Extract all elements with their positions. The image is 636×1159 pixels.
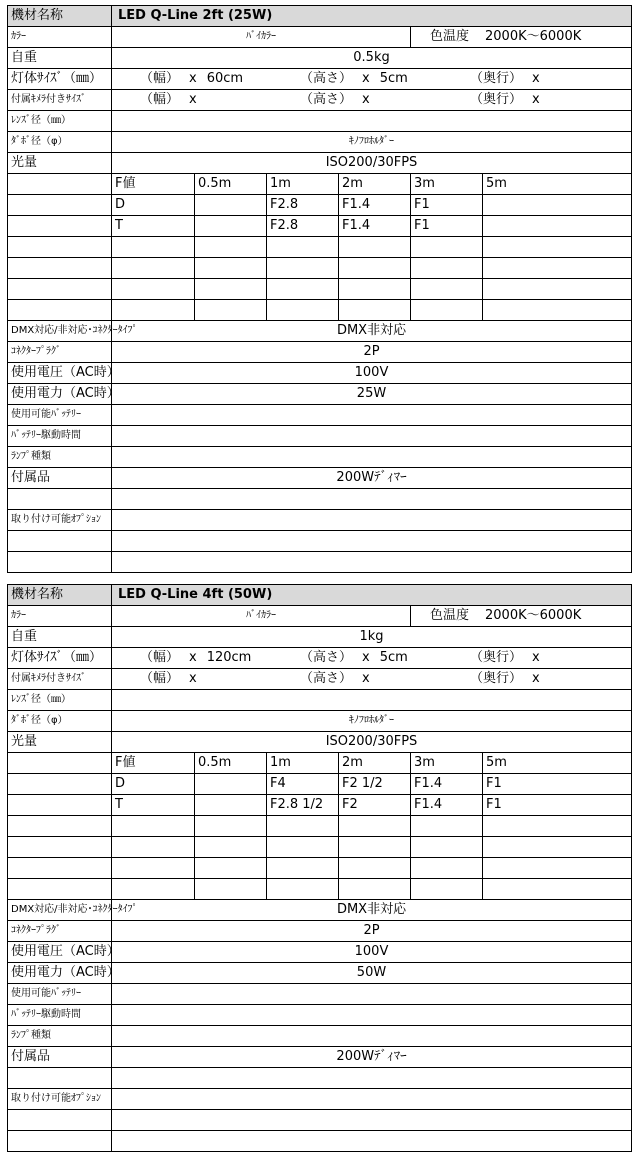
body-size-row bbox=[8, 648, 632, 669]
accessory-label: 付属品 bbox=[8, 1047, 112, 1068]
options-extra-row bbox=[8, 1131, 632, 1152]
fstop-cell: F1 bbox=[483, 795, 632, 816]
height-label: （高さ） bbox=[300, 92, 353, 107]
body-size-values bbox=[112, 648, 632, 669]
options-extra-row bbox=[8, 1110, 632, 1131]
options-value bbox=[112, 510, 632, 531]
blank-cell bbox=[112, 1131, 632, 1152]
fstop-cell bbox=[339, 816, 411, 837]
output-row bbox=[8, 153, 632, 174]
fstop-row bbox=[8, 300, 632, 321]
fstop-cell: F4 bbox=[267, 774, 339, 795]
fstop-cell: F2 bbox=[339, 795, 411, 816]
runtime-row bbox=[8, 1005, 632, 1026]
body-size-label: 灯体ｻｲｽﾞ（㎜） bbox=[8, 69, 112, 90]
times-sign: x bbox=[532, 671, 540, 686]
dowel-diameter-label: ﾀﾞﾎﾞ径（φ） bbox=[8, 711, 112, 732]
dowel-diameter-value: ｷﾉﾌﾛﾎﾙﾀﾞｰ bbox=[112, 132, 632, 153]
fstop-cell bbox=[411, 279, 483, 300]
color-temp-value: 2000K～6000K bbox=[485, 608, 582, 623]
color-value: ﾊﾞｲｶﾗｰ bbox=[112, 606, 411, 627]
fstop-spacer bbox=[8, 879, 112, 900]
weight-row bbox=[8, 627, 632, 648]
fstop-cell bbox=[112, 258, 195, 279]
body-size-values bbox=[112, 69, 632, 90]
depth-label: （奥行） bbox=[470, 671, 523, 686]
model-name: LED Q-Line 2ft (25W) bbox=[112, 6, 632, 27]
fstop-spacer bbox=[8, 216, 112, 237]
runtime-value bbox=[112, 1005, 632, 1026]
fstop-row bbox=[8, 879, 632, 900]
color-row bbox=[8, 606, 632, 627]
fstop-cell bbox=[195, 300, 267, 321]
options-extra-row bbox=[8, 552, 632, 573]
power-row bbox=[8, 384, 632, 405]
fstop-row bbox=[8, 795, 632, 816]
fstop-header-cell: 0.5m bbox=[195, 753, 267, 774]
times-sign: x bbox=[532, 650, 540, 665]
fstop-cell bbox=[267, 279, 339, 300]
fstop-cell bbox=[339, 258, 411, 279]
weight-label: 自重 bbox=[8, 48, 112, 69]
runtime-label: ﾊﾞｯﾃﾘｰ駆動時間 bbox=[8, 426, 112, 447]
fstop-cell bbox=[483, 195, 632, 216]
voltage-row bbox=[8, 942, 632, 963]
fstop-cell: F2.8 1/2 bbox=[267, 795, 339, 816]
fstop-cell: F1.4 bbox=[339, 195, 411, 216]
width-label: （幅） bbox=[140, 71, 180, 86]
fstop-spacer bbox=[8, 753, 112, 774]
color-temp-value: 2000K～6000K bbox=[485, 29, 582, 44]
battery-label: 使用可能ﾊﾞｯﾃﾘｰ bbox=[8, 405, 112, 426]
fstop-cell bbox=[483, 279, 632, 300]
lamp-row bbox=[8, 1026, 632, 1047]
fstop-cell: F2 1/2 bbox=[339, 774, 411, 795]
body-size-row bbox=[8, 69, 632, 90]
blank-cell bbox=[112, 1068, 632, 1089]
options-label: 取り付け可能ｵﾌﾟｼｮﾝ bbox=[8, 1089, 112, 1110]
accessory-value: 200Wﾃﾞｨﾏｰ bbox=[112, 468, 632, 489]
body-size-label: 灯体ｻｲｽﾞ（㎜） bbox=[8, 648, 112, 669]
fstop-cell bbox=[411, 300, 483, 321]
fstop-cell: F1.4 bbox=[339, 216, 411, 237]
fstop-cell bbox=[267, 816, 339, 837]
fstop-cell bbox=[411, 858, 483, 879]
options-extra-row bbox=[8, 531, 632, 552]
fstop-cell: F2.8 bbox=[267, 216, 339, 237]
camera-size-label: 付属ｷﾒﾗ付きｻｲｽﾞ bbox=[8, 90, 112, 111]
fstop-spacer bbox=[8, 795, 112, 816]
fstop-header-cell: 5m bbox=[483, 753, 632, 774]
height-label: （高さ） bbox=[300, 71, 353, 86]
output-row bbox=[8, 732, 632, 753]
height-value: 5cm bbox=[379, 71, 408, 86]
fstop-cell bbox=[339, 837, 411, 858]
fstop-cell bbox=[411, 816, 483, 837]
lens-diameter-label: ﾚﾝｽﾞ径（㎜） bbox=[8, 111, 112, 132]
voltage-value: 100V bbox=[112, 363, 632, 384]
title-row bbox=[8, 6, 632, 27]
fstop-row bbox=[8, 858, 632, 879]
plug-label: ｺﾈｸﾀｰﾌﾟﾗｸﾞ bbox=[8, 921, 112, 942]
dmx-value: DMX非対応 bbox=[112, 900, 632, 921]
fstop-cell bbox=[339, 858, 411, 879]
dowel-row bbox=[8, 711, 632, 732]
plug-row bbox=[8, 342, 632, 363]
fstop-row bbox=[8, 816, 632, 837]
fstop-cell bbox=[483, 816, 632, 837]
fstop-row bbox=[8, 216, 632, 237]
options-value bbox=[112, 1089, 632, 1110]
fstop-cell bbox=[339, 300, 411, 321]
times-sign: x bbox=[362, 671, 370, 686]
battery-row bbox=[8, 405, 632, 426]
power-row bbox=[8, 963, 632, 984]
fstop-cell bbox=[411, 237, 483, 258]
blank-cell bbox=[8, 489, 112, 510]
fstop-spacer bbox=[8, 174, 112, 195]
times-sign: x bbox=[362, 650, 370, 665]
fstop-spacer bbox=[8, 816, 112, 837]
fstop-cell bbox=[195, 279, 267, 300]
fstop-cell: F1 bbox=[411, 195, 483, 216]
fstop-spacer bbox=[8, 774, 112, 795]
width-label: （幅） bbox=[140, 92, 180, 107]
spec-table bbox=[7, 584, 632, 1152]
lens-diameter-value bbox=[112, 111, 632, 132]
fstop-cell bbox=[267, 258, 339, 279]
fstop-cell bbox=[112, 237, 195, 258]
fstop-cell bbox=[195, 816, 267, 837]
weight-row bbox=[8, 48, 632, 69]
plug-value: 2P bbox=[112, 342, 632, 363]
fstop-cell bbox=[195, 837, 267, 858]
fstop-row bbox=[8, 279, 632, 300]
title-row bbox=[8, 585, 632, 606]
fstop-cell bbox=[195, 774, 267, 795]
fstop-header-cell: F値 bbox=[112, 753, 195, 774]
color-value: ﾊﾞｲｶﾗｰ bbox=[112, 27, 411, 48]
fstop-row bbox=[8, 237, 632, 258]
output-label: 光量 bbox=[8, 732, 112, 753]
fstop-header-cell: 1m bbox=[267, 174, 339, 195]
fstop-cell bbox=[483, 300, 632, 321]
output-value: ISO200/30FPS bbox=[112, 153, 632, 174]
width-label: （幅） bbox=[140, 650, 180, 665]
fstop-header-row bbox=[8, 753, 632, 774]
times-sign: x bbox=[189, 92, 197, 107]
times-sign: x bbox=[189, 71, 197, 86]
battery-value bbox=[112, 405, 632, 426]
fstop-cell: F1 bbox=[483, 774, 632, 795]
runtime-label: ﾊﾞｯﾃﾘｰ駆動時間 bbox=[8, 1005, 112, 1026]
depth-label: （奥行） bbox=[470, 92, 523, 107]
times-sign: x bbox=[362, 92, 370, 107]
lens-row bbox=[8, 111, 632, 132]
fstop-cell bbox=[267, 879, 339, 900]
blank-cell bbox=[8, 531, 112, 552]
lamp-value bbox=[112, 447, 632, 468]
fstop-cell: D bbox=[112, 195, 195, 216]
fstop-spacer bbox=[8, 300, 112, 321]
equipment-name-label: 機材名称 bbox=[8, 585, 112, 606]
accessory-extra-row bbox=[8, 489, 632, 510]
dmx-row bbox=[8, 900, 632, 921]
fstop-cell bbox=[195, 795, 267, 816]
fstop-header-cell: 0.5m bbox=[195, 174, 267, 195]
power-value: 50W bbox=[112, 963, 632, 984]
runtime-row bbox=[8, 426, 632, 447]
times-sign: x bbox=[532, 71, 540, 86]
options-row bbox=[8, 510, 632, 531]
times-sign: x bbox=[362, 71, 370, 86]
fstop-row bbox=[8, 258, 632, 279]
dmx-row bbox=[8, 321, 632, 342]
camera-size-row bbox=[8, 90, 632, 111]
height-value: 5cm bbox=[379, 650, 408, 665]
accessory-extra-row bbox=[8, 1068, 632, 1089]
fstop-cell bbox=[267, 858, 339, 879]
spec-table bbox=[7, 5, 632, 573]
voltage-label: 使用電圧（AC時） bbox=[8, 942, 112, 963]
camera-size-label: 付属ｷﾒﾗ付きｻｲｽﾞ bbox=[8, 669, 112, 690]
dmx-label: DMX対応/非対応･ｺﾈｸﾀｰﾀｲﾌﾟ bbox=[8, 900, 112, 921]
fstop-header-cell: 3m bbox=[411, 174, 483, 195]
lamp-row bbox=[8, 447, 632, 468]
weight-label: 自重 bbox=[8, 627, 112, 648]
fstop-cell: T bbox=[112, 216, 195, 237]
fstop-header-cell: 2m bbox=[339, 174, 411, 195]
color-row bbox=[8, 27, 632, 48]
fstop-header-cell: 1m bbox=[267, 753, 339, 774]
accessory-value: 200Wﾃﾞｨﾏｰ bbox=[112, 1047, 632, 1068]
fstop-cell bbox=[112, 279, 195, 300]
times-sign: x bbox=[189, 671, 197, 686]
fstop-cell bbox=[483, 216, 632, 237]
battery-value bbox=[112, 984, 632, 1005]
color-temp-cell bbox=[411, 606, 632, 627]
blank-cell bbox=[8, 1131, 112, 1152]
width-value: 60cm bbox=[206, 71, 244, 86]
fstop-spacer bbox=[8, 195, 112, 216]
accessory-label: 付属品 bbox=[8, 468, 112, 489]
height-label: （高さ） bbox=[300, 671, 353, 686]
power-label: 使用電力（AC時） bbox=[8, 384, 112, 405]
fstop-cell: F1 bbox=[411, 216, 483, 237]
width-value: 120cm bbox=[206, 650, 252, 665]
color-temp-label: 色温度 bbox=[430, 29, 470, 44]
fstop-cell: D bbox=[112, 774, 195, 795]
output-value: ISO200/30FPS bbox=[112, 732, 632, 753]
power-value: 25W bbox=[112, 384, 632, 405]
times-sign: x bbox=[532, 92, 540, 107]
dowel-row bbox=[8, 132, 632, 153]
fstop-cell bbox=[267, 237, 339, 258]
fstop-cell bbox=[195, 195, 267, 216]
fstop-cell bbox=[411, 879, 483, 900]
fstop-cell bbox=[483, 858, 632, 879]
fstop-cell bbox=[339, 237, 411, 258]
fstop-cell bbox=[267, 300, 339, 321]
fstop-cell bbox=[112, 837, 195, 858]
fstop-cell bbox=[195, 858, 267, 879]
blank-cell bbox=[8, 1068, 112, 1089]
voltage-value: 100V bbox=[112, 942, 632, 963]
fstop-cell bbox=[112, 300, 195, 321]
fstop-cell bbox=[339, 879, 411, 900]
fstop-row bbox=[8, 774, 632, 795]
color-temp-label: 色温度 bbox=[430, 608, 470, 623]
fstop-cell bbox=[112, 879, 195, 900]
lamp-label: ﾗﾝﾌﾟ種類 bbox=[8, 1026, 112, 1047]
times-sign: x bbox=[189, 650, 197, 665]
fstop-cell bbox=[411, 258, 483, 279]
voltage-label: 使用電圧（AC時） bbox=[8, 363, 112, 384]
power-label: 使用電力（AC時） bbox=[8, 963, 112, 984]
weight-value: 1kg bbox=[112, 627, 632, 648]
fstop-header-cell: 5m bbox=[483, 174, 632, 195]
weight-value: 0.5kg bbox=[112, 48, 632, 69]
fstop-row bbox=[8, 195, 632, 216]
blank-cell bbox=[112, 1110, 632, 1131]
fstop-cell: F1.4 bbox=[411, 795, 483, 816]
fstop-cell bbox=[195, 879, 267, 900]
dowel-diameter-label: ﾀﾞﾎﾞ径（φ） bbox=[8, 132, 112, 153]
lens-diameter-value bbox=[112, 690, 632, 711]
fstop-spacer bbox=[8, 237, 112, 258]
fstop-header-cell: 2m bbox=[339, 753, 411, 774]
spec-sheet-2ft bbox=[7, 5, 631, 573]
fstop-cell: T bbox=[112, 795, 195, 816]
blank-cell bbox=[112, 489, 632, 510]
camera-size-values bbox=[112, 90, 632, 111]
battery-label: 使用可能ﾊﾞｯﾃﾘｰ bbox=[8, 984, 112, 1005]
fstop-spacer bbox=[8, 858, 112, 879]
fstop-header-row bbox=[8, 174, 632, 195]
plug-value: 2P bbox=[112, 921, 632, 942]
camera-size-row bbox=[8, 669, 632, 690]
fstop-cell bbox=[483, 258, 632, 279]
accessory-row bbox=[8, 1047, 632, 1068]
blank-cell bbox=[8, 552, 112, 573]
spec-sheet-4ft bbox=[7, 584, 631, 1152]
fstop-cell bbox=[195, 237, 267, 258]
color-temp-cell bbox=[411, 27, 632, 48]
lens-row bbox=[8, 690, 632, 711]
camera-size-values bbox=[112, 669, 632, 690]
plug-label: ｺﾈｸﾀｰﾌﾟﾗｸﾞ bbox=[8, 342, 112, 363]
width-label: （幅） bbox=[140, 671, 180, 686]
options-row bbox=[8, 1089, 632, 1110]
fstop-spacer bbox=[8, 258, 112, 279]
color-label: ｶﾗｰ bbox=[8, 27, 112, 48]
depth-label: （奥行） bbox=[470, 71, 523, 86]
fstop-cell bbox=[195, 258, 267, 279]
fstop-cell: F2.8 bbox=[267, 195, 339, 216]
depth-label: （奥行） bbox=[470, 650, 523, 665]
blank-cell bbox=[8, 1110, 112, 1131]
fstop-header-cell: F値 bbox=[112, 174, 195, 195]
dmx-value: DMX非対応 bbox=[112, 321, 632, 342]
lamp-label: ﾗﾝﾌﾟ種類 bbox=[8, 447, 112, 468]
runtime-value bbox=[112, 426, 632, 447]
fstop-cell bbox=[483, 237, 632, 258]
fstop-cell bbox=[483, 837, 632, 858]
voltage-row bbox=[8, 363, 632, 384]
fstop-spacer bbox=[8, 837, 112, 858]
accessory-row bbox=[8, 468, 632, 489]
fstop-cell bbox=[112, 858, 195, 879]
blank-cell bbox=[112, 552, 632, 573]
fstop-cell bbox=[195, 216, 267, 237]
color-label: ｶﾗｰ bbox=[8, 606, 112, 627]
fstop-header-cell: 3m bbox=[411, 753, 483, 774]
fstop-cell bbox=[112, 816, 195, 837]
lens-diameter-label: ﾚﾝｽﾞ径（㎜） bbox=[8, 690, 112, 711]
dmx-label: DMX対応/非対応･ｺﾈｸﾀｰﾀｲﾌﾟ bbox=[8, 321, 112, 342]
equipment-name-label: 機材名称 bbox=[8, 6, 112, 27]
dowel-diameter-value: ｷﾉﾌﾛﾎﾙﾀﾞｰ bbox=[112, 711, 632, 732]
fstop-cell: F1.4 bbox=[411, 774, 483, 795]
fstop-cell bbox=[339, 279, 411, 300]
fstop-cell bbox=[267, 837, 339, 858]
battery-row bbox=[8, 984, 632, 1005]
model-name: LED Q-Line 4ft (50W) bbox=[112, 585, 632, 606]
fstop-row bbox=[8, 837, 632, 858]
lamp-value bbox=[112, 1026, 632, 1047]
fstop-cell bbox=[483, 879, 632, 900]
height-label: （高さ） bbox=[300, 650, 353, 665]
fstop-cell bbox=[411, 837, 483, 858]
blank-cell bbox=[112, 531, 632, 552]
options-label: 取り付け可能ｵﾌﾟｼｮﾝ bbox=[8, 510, 112, 531]
output-label: 光量 bbox=[8, 153, 112, 174]
fstop-spacer bbox=[8, 279, 112, 300]
plug-row bbox=[8, 921, 632, 942]
